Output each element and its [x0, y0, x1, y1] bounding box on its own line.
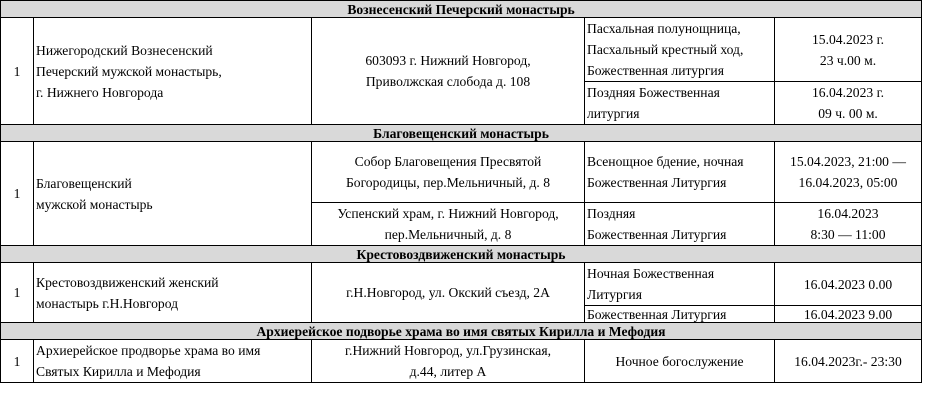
address-cell: 603093 г. Нижний Новгород, Приволжская слобода д. 108 [312, 18, 585, 125]
address-cell: г.Н.Новгород, ул. Окский съезд, 2А [312, 263, 585, 323]
table-row [1, 340, 922, 383]
monastery-name: Архиерейское продворье храма во имя Святых Кирилла и Мефодия [34, 340, 312, 383]
time-cell: 16.04.2023 8:30 — 11:00 [775, 203, 922, 246]
service-cell: Поздняя Божественная литургия [585, 82, 775, 125]
section-header-row [1, 323, 922, 340]
section-header-row [1, 1, 922, 18]
time-cell: 16.04.2023 9.00 [775, 306, 922, 323]
address-cell: Собор Благовещения Пресвятой Богородицы, пер.Мельничный, д. 8 [312, 142, 585, 203]
service-cell: Ночное богослужение [585, 340, 775, 383]
table-row [1, 18, 922, 82]
monastery-name: Нижегородский Вознесенский Печерский мужской монастырь, г. Нижнего Новгорода [34, 18, 312, 125]
row-number: 1 [1, 340, 34, 383]
section-title: Благовещенский монастырь [1, 125, 922, 142]
address-cell: Успенский храм, г. Нижний Новгород, пер.Мельничный, д. 8 [312, 203, 585, 246]
section-header-row [1, 125, 922, 142]
section-header-row [1, 246, 922, 263]
row-number: 1 [1, 18, 34, 125]
time-cell: 16.04.2023 г. 09 ч. 00 м. [775, 82, 922, 125]
service-cell: Поздняя Божественная Литургия [585, 203, 775, 246]
service-cell: Пасхальная полунощница, Пасхальный крестный ход, Божественная литургия [585, 18, 775, 82]
section-title: Крестовоздвиженский монастырь [1, 246, 922, 263]
section-title: Архиерейское подворье храма во имя святых Кирилла и Мефодия [1, 323, 922, 340]
table-row [1, 263, 922, 306]
time-cell: 16.04.2023г.- 23:30 [775, 340, 922, 383]
address-cell: г.Нижний Новгород, ул.Грузинская, д.44, литер А [312, 340, 585, 383]
section-title: Вознесенский Печерский монастырь [1, 1, 922, 18]
service-cell: Ночная Божественная Литургия [585, 263, 775, 306]
table-row [1, 142, 922, 203]
service-cell: Божественная Литургия [585, 306, 775, 323]
time-cell: 16.04.2023 0.00 [775, 263, 922, 306]
time-cell: 15.04.2023 г. 23 ч.00 м. [775, 18, 922, 82]
row-number: 1 [1, 263, 34, 323]
row-number: 1 [1, 142, 34, 246]
monastery-name: Благовещенский мужской монастырь [34, 142, 312, 246]
time-cell: 15.04.2023, 21:00 — 16.04.2023, 05:00 [775, 142, 922, 203]
service-cell: Всенощное бдение, ночная Божественная Литургия [585, 142, 775, 203]
monastery-name: Крестовоздвиженский женский монастырь г.Н.Новгород [34, 263, 312, 323]
